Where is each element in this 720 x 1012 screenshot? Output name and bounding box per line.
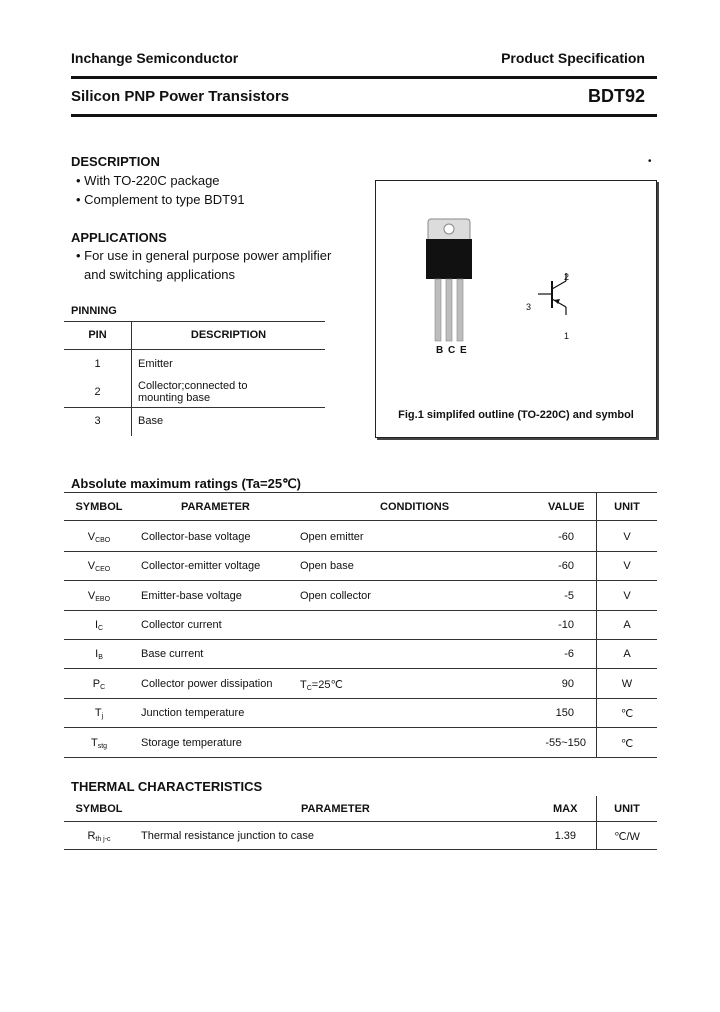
ratings-param-tstg: Storage temperature — [141, 737, 242, 749]
pinning-pin-3: 3 — [94, 415, 101, 427]
ratings-unit-pc: W — [621, 678, 633, 690]
thermal-unit: ℃/W — [614, 831, 640, 843]
ratings-unit-vceo: V — [623, 560, 631, 572]
pinning-desc-2b: mounting base — [138, 392, 211, 404]
ratings-symbol-vceo: $V_{CEO}$ — [87, 560, 111, 573]
description-bullet-2: • Complement to type BDT91 — [76, 192, 245, 207]
ratings-unit-vebo: V — [623, 590, 631, 602]
ratings-col-unit: UNIT — [614, 501, 640, 513]
pinning-col-pin: PIN — [88, 329, 107, 341]
ratings-rule-bottom — [64, 757, 657, 758]
ratings-symbol-tj: $T_j$ — [94, 707, 104, 720]
ratings-rule-row5 — [64, 698, 657, 699]
ratings-param-ic: Collector current — [141, 619, 222, 631]
ratings-value-vcbo: -60 — [558, 531, 574, 543]
thermal-col-max: MAX — [553, 803, 578, 815]
doc-type: Product Specification — [501, 50, 645, 66]
ratings-rule-head — [64, 520, 657, 521]
ratings-value-vebo: -5 — [564, 590, 574, 602]
ratings-rule-top — [64, 492, 657, 493]
ratings-unit-tstg: ℃ — [620, 738, 634, 750]
thermal-col-symbol: SYMBOL — [75, 803, 123, 815]
applications-bullet-1-cont: and switching applications — [84, 267, 236, 282]
thermal-rule-head — [64, 821, 657, 822]
description-heading: DESCRIPTION — [71, 154, 160, 169]
symbol-label-collector: 2 — [564, 272, 570, 282]
figure-box — [375, 180, 657, 438]
ratings-symbol-ib: $I_B$ — [95, 648, 103, 661]
description-bullet-1: • With TO-220C package — [76, 173, 220, 188]
pinning-heading: PINNING — [71, 305, 117, 317]
ratings-rule-row0 — [64, 551, 657, 552]
applications-heading: APPLICATIONS — [71, 230, 167, 245]
ratings-symbol-vebo: $V_{EBO}$ — [87, 590, 111, 603]
ratings-unit-tj: ℃ — [620, 708, 634, 720]
ratings-unit-ic: A — [623, 619, 631, 631]
ratings-value-vceo: -60 — [558, 560, 574, 572]
thermal-symbol-rth: $R_{th j-c}$ — [87, 830, 111, 843]
ratings-symbol-ic: $I_C$ — [94, 619, 104, 632]
ratings-symbol-vcbo: $V_{CBO}$ — [87, 531, 111, 544]
ratings-value-ic: -10 — [558, 619, 574, 631]
header-rule-bottom — [71, 114, 657, 117]
ratings-symbol-tstg: $T_{stg}$ — [90, 737, 108, 750]
pinning-pin-1: 1 — [94, 358, 101, 370]
pinning-rule-top — [64, 321, 325, 322]
thermal-heading: THERMAL CHARACTERISTICS — [71, 779, 263, 794]
ratings-col-parameter: PARAMETER — [181, 501, 250, 513]
ratings-col-value: VALUE — [548, 501, 585, 513]
product-line: Silicon PNP Power Transistors — [71, 88, 290, 105]
symbol-label-emitter: 1 — [564, 331, 570, 341]
ratings-unit-vcbo: V — [623, 531, 631, 543]
pinning-col-desc: DESCRIPTION — [190, 329, 267, 341]
ratings-param-vceo: Collector-emitter voltage — [141, 560, 261, 572]
ratings-cond-pc: $T_C=25℃$ — [300, 679, 343, 692]
thermal-rule-bottom — [64, 849, 657, 850]
to220-package-drawing — [376, 181, 656, 437]
ratings-unit-ib: A — [623, 648, 631, 660]
ratings-cond-vcbo: Open emitter — [300, 531, 364, 543]
ratings-param-tj: Junction temperature — [141, 707, 245, 719]
ratings-value-pc: 90 — [561, 678, 574, 690]
ratings-col-symbol: SYMBOL — [75, 501, 123, 513]
ratings-rule-row2 — [64, 610, 657, 611]
company-name: Inchange Semiconductor — [71, 50, 239, 66]
ratings-symbol-pc: $P_C$ — [92, 678, 106, 691]
ratings-rule-row1 — [64, 580, 657, 581]
ratings-col-conditions: CONDITIONS — [380, 501, 450, 513]
stray-dot: • — [648, 156, 652, 167]
thermal-max: 1.39 — [554, 830, 576, 842]
thermal-col-parameter: PARAMETER — [301, 803, 370, 815]
ratings-param-vebo: Emitter-base voltage — [141, 590, 242, 602]
ratings-param-pc: Collector power dissipation — [141, 678, 273, 690]
thermal-param: Thermal resistance junction to case — [141, 830, 315, 842]
ratings-cond-vceo: Open base — [300, 560, 354, 572]
ratings-rule-row6 — [64, 727, 657, 728]
ratings-heading: Absolute maximum ratings (Ta=25℃) — [71, 476, 301, 491]
ratings-param-ib: Base current — [141, 648, 204, 660]
pinning-desc-1: Emitter — [138, 358, 173, 370]
thermal-col-unit: UNIT — [614, 803, 640, 815]
ratings-param-vcbo: Collector-base voltage — [141, 531, 251, 543]
ratings-rule-row3 — [64, 639, 657, 640]
figure-caption: Fig.1 simplifed outline (TO-220C) and symbol — [398, 409, 634, 421]
ratings-rule-row4 — [64, 668, 657, 669]
pinning-desc-3: Base — [138, 415, 164, 427]
ratings-value-ib: -6 — [564, 648, 574, 660]
ratings-value-tj: 150 — [555, 707, 574, 719]
symbol-label-base: 3 — [526, 302, 532, 312]
pinning-pin-2: 2 — [94, 386, 101, 398]
ratings-cond-vebo: Open collector — [300, 590, 371, 602]
ratings-value-tstg: -55~150 — [545, 737, 586, 749]
applications-bullet-1: • For use in general purpose power amplifier — [76, 248, 332, 263]
pinning-desc-2: Collector;connected to — [138, 380, 248, 392]
header-rule-top — [71, 76, 657, 79]
pinning-rule-row2 — [64, 407, 325, 408]
figure-pin-letters: B C E — [436, 345, 467, 356]
part-number: BDT92 — [587, 86, 645, 106]
pinning-rule-head — [64, 349, 325, 350]
